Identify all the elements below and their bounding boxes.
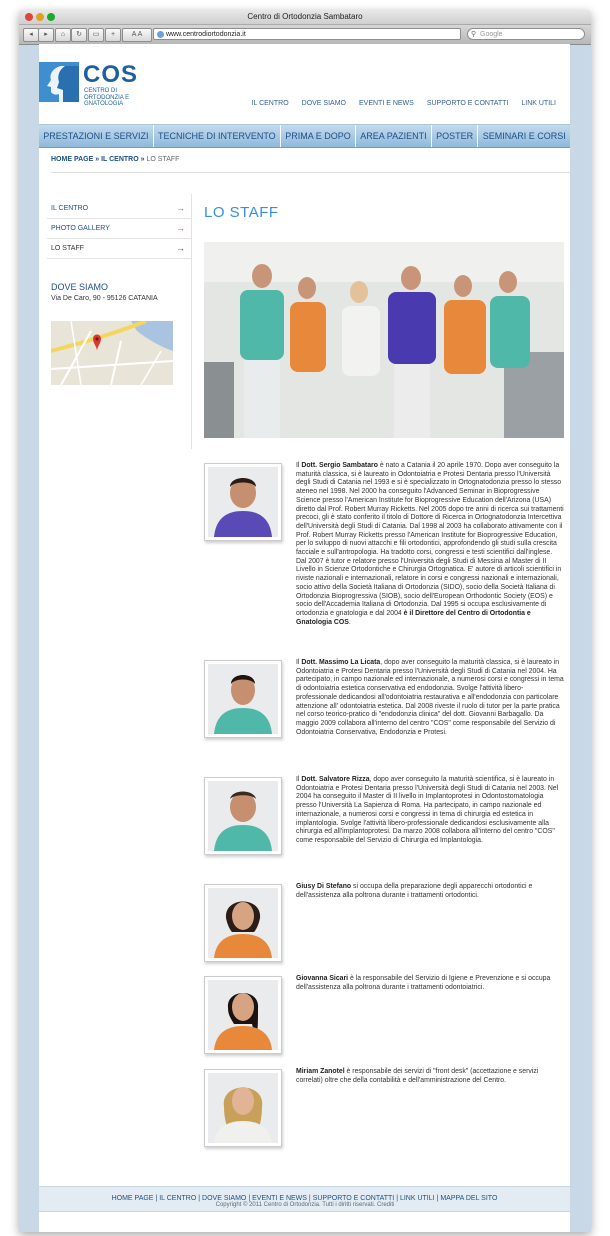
address-bar[interactable]: [153, 28, 461, 40]
sidebar-divider: [191, 194, 192, 449]
footer-link-supporto-contatti[interactable]: SUPPORTO E CONTATTI: [312, 1195, 395, 1202]
dove-siamo-heading: DOVE SIAMO: [51, 282, 109, 292]
close-icon[interactable]: [25, 13, 33, 21]
bookmark-icon[interactable]: ▭: [88, 28, 104, 42]
logo-profile-icon: [39, 62, 79, 102]
sidebar-item-label: PHOTO GALLERY: [51, 225, 110, 232]
web-page: [39, 44, 570, 1232]
minimize-icon[interactable]: [36, 13, 44, 21]
browser-toolbar: [19, 25, 591, 45]
sidebar-item-lo-staff[interactable]: [47, 239, 191, 259]
window-title: Centro di Ortodonzia Sambataro: [247, 12, 363, 21]
staff-name: Giusy Di Stefano: [296, 883, 352, 890]
staff-photo: [204, 1069, 282, 1147]
breadcrumb: [51, 156, 179, 163]
copyright-text: Copyright © 2011 Centro di Ortodonzia. Tutti i diritti riservati. Crediti: [215, 1202, 395, 1208]
staff-photo: [204, 463, 282, 541]
breadcrumb-separator: »: [140, 156, 145, 163]
staff-photo: [204, 884, 282, 962]
topnav-eventi-news[interactable]: EVENTI E NEWS: [358, 100, 414, 107]
breadcrumb-separator: »: [95, 156, 100, 163]
sidebar-menu: [47, 199, 191, 259]
staff-name: Dott. Massimo La Licata: [301, 659, 381, 666]
footer-link-eventi-news[interactable]: EVENTI E NEWS: [252, 1195, 307, 1202]
arrow-right-icon: →: [176, 203, 185, 213]
staff-name: Dott. Salvatore Rizza: [301, 776, 370, 783]
footer-link-home[interactable]: HOME PAGE: [111, 1195, 154, 1202]
sidebar-item-il-centro[interactable]: [47, 199, 191, 219]
arrow-right-icon: →: [176, 223, 185, 233]
sidebar-item-photo-gallery[interactable]: [47, 219, 191, 239]
staff-bio-text: Il Dott. Sergio Sambataro è nato a Catania il 20 aprile 1970. Dopo aver conseguito la maturità classica, si è laureato in Odontoiatria e Protesi Dentaria presso l'Università degli Studi di Catania nel 1993 e si è specializzato in Ortognatodonzia presso lo stesso ateneo nel 1998. Nel 2000 ha conseguito l'Advanced Seminar in Bioprogressive Science presso l'American Institute for Bioprogressive Education dell'Arizona (USA) diretto dal Prof. Robert Murray Ricketts. Nel 2005 dopo tre anni di ricerca sui trattamenti precoci, gli è stato conferito il titolo di Dottore di Ricerca in Ortognatodonzia Intercettiva dell'Università degli Studi di Catania. Dal 1998 al 2003 ha collaborato attivamente con il Prof. Robert Murray Ricketts presso l'American Institute for Bioprogressive Education, per lo sviluppo di nuovi attacchi e fili ortodontici, approfondendo gli studi sulla crescita facciale e sull'antropologia. Ha tradotto corsi, congressi e testi scientifici dall'inglese. Dal 2007 è tutor e relatore presso l'Università degli Studi di Messina al Master di II Livello in Scienze Ortodontiche e Chirurgia Ortognatica. E' autore di articoli scientifici in riviste nazionali e internazionali, relatore in corsi e congressi nazionali e internazionali, socio attivo della Società Italiana di Ortodonzia (SIDO), socio della Società Italiana di Ortodonzia Bioprogressiva (SIOB), socio dell'European Orthodontic Society (EOS) e socio dell'Accademia Italiana di Ortodonzia. Dal 1995 si occupa esclusivamente di ortodonzia e gnatologia e dal 2004 è il Direttore del Centro di Ortodontia e Gnatologia COS.: [296, 462, 564, 626]
footer-separator: |: [198, 1195, 201, 1202]
home-icon[interactable]: ⌂: [55, 28, 71, 42]
staff-photo: [204, 976, 282, 1054]
arrow-right-icon: →: [176, 243, 185, 253]
mainnav-prima-dopo[interactable]: PRIMA E DOPO: [281, 125, 356, 147]
address-bar-value: www.centrodiortodonzia.it: [166, 31, 246, 38]
breadcrumb-il-centro[interactable]: IL CENTRO: [101, 156, 139, 163]
staff-name: Miriam Zanotel: [296, 1068, 345, 1075]
topnav-supporto-contatti[interactable]: SUPPORTO E CONTATTI: [426, 100, 509, 107]
sidebar-item-label: LO STAFF: [51, 245, 84, 252]
logo-subtitle: CENTRO DI ORTODONZIA E GNATOLOGIA: [84, 88, 130, 107]
browser-search-input[interactable]: [467, 28, 585, 40]
team-photo: [204, 242, 564, 438]
footer-separator: |: [436, 1195, 439, 1202]
footer-separator: |: [155, 1195, 158, 1202]
footer-links: [39, 1195, 570, 1202]
staff-photo: [204, 660, 282, 738]
topnav-il-centro[interactable]: IL CENTRO: [251, 100, 289, 107]
top-navigation: [252, 100, 556, 107]
mainnav-area-pazienti[interactable]: AREA PAZIENTI: [356, 125, 432, 147]
title-bar: [19, 10, 591, 25]
window-controls: [25, 13, 55, 21]
main-content: [204, 204, 564, 1084]
text-size-button[interactable]: A A: [122, 28, 152, 42]
footer-link-link-utili[interactable]: LINK UTILI: [399, 1195, 435, 1202]
footer-separator: |: [248, 1195, 251, 1202]
globe-icon: [157, 31, 164, 38]
staff-bio-text: Il Dott. Salvatore Rizza, dopo aver conseguito la maturità scientifica, si è laureato in Odontoiatria e Protesi Dentaria presso l'Università degli Studi di Catania nel 2003. Nel 2004 ha conseguito il Master di II livello in Implantoprotesi in Odontostomatologia presso l'Università La Sapienza di Roma. Ha partecipato, in campo nazionale ed internazionale, a numerosi corsi e congressi in tema di chirurgia ed estetica in implantologia. Svolge l'attività libero-professionale dedicandosi esclusivamente alla chirurgia ed all'implantoprotesi. Da marzo 2008 collabora all'interno del centro "COS" come responsabile del Servizio di Chirurgia ed Implantologia.: [296, 776, 559, 844]
reload-icon[interactable]: ↻: [71, 28, 87, 42]
staff-name: Dott. Sergio Sambataro: [301, 462, 378, 469]
location-map[interactable]: [51, 321, 173, 385]
footer-link-dove-siamo[interactable]: DOVE SIAMO: [202, 1195, 247, 1202]
staff-name: Giovanna Sicari: [296, 975, 349, 982]
footer-separator: |: [396, 1195, 399, 1202]
page-title: LO STAFF: [204, 204, 279, 221]
staff-bio-text: Miriam Zanotel è responsabile dei servizi di "front desk" (accettazione e servizi correlati) oltre che della contabilità e dell'amministrazione del Centro.: [296, 1068, 539, 1084]
main-navigation: [39, 124, 570, 148]
mainnav-tecniche-intervento[interactable]: TECNICHE DI INTERVENTO: [154, 125, 281, 147]
sidebar-item-label: IL CENTRO: [51, 205, 89, 212]
footer-link-mappa-sito[interactable]: MAPPA DEL SITO: [440, 1195, 498, 1202]
maximize-icon[interactable]: [47, 13, 55, 21]
topnav-dove-siamo[interactable]: DOVE SIAMO: [301, 100, 346, 107]
address-text: Via De Caro, 90 - 95126 CATANIA: [51, 295, 158, 302]
forward-button[interactable]: ▸: [38, 28, 54, 42]
topnav-link-utili[interactable]: LINK UTILI: [521, 100, 556, 107]
mainnav-poster[interactable]: POSTER: [432, 125, 479, 147]
search-icon: ⚲: [471, 31, 477, 38]
staff-bio-text: Giusy Di Stefano si occupa della preparazione degli apparecchi ortodontici e dell'assistenza alla poltrona durante i trattamenti ortodontici.: [296, 883, 533, 899]
browser-window: [19, 10, 591, 1232]
mainnav-prestazioni-servizi[interactable]: PRESTAZIONI E SERVIZI: [39, 125, 154, 147]
breadcrumb-current: LO STAFF: [146, 156, 180, 163]
staff-photo: [204, 777, 282, 855]
breadcrumb-divider: [51, 172, 570, 173]
back-button[interactable]: ◂: [23, 28, 39, 42]
add-bookmark-button[interactable]: +: [105, 28, 121, 42]
breadcrumb-home[interactable]: HOME PAGE: [51, 156, 94, 163]
footer-separator: |: [308, 1195, 311, 1202]
search-placeholder: Google: [480, 31, 503, 38]
mainnav-seminari-corsi[interactable]: SEMINARI E CORSI: [482, 131, 566, 141]
logo-text: COS: [83, 61, 139, 88]
staff-bio-text: Giovanna Sicari è la responsabile del Servizio di Igiene e Prevenzione e si occupa dell'assistenza alla poltrona durante i trattamenti odontoiatrici.: [296, 975, 551, 991]
staff-bio-text: Il Dott. Massimo La Licata, dopo aver conseguito la maturità classica, si è laureato in Odontoiatria e Protesi Dentaria presso l'Università degli Studi di Catania nel 2004. Ha partecipato, in campo nazionale ed internazionale, a numerosi corsi e congressi in tema di odontoiatria estetica conservativa ed endodonzia. Svolge l'attività libero-professionale dedicandosi all'odontoiatria restaurativa e all'endodonzia con particolare attenzione all' odontoiatria estetica. Dal 2008 riveste il ruolo di tutor per la parte pratica nel corso teorico-pratico di "endodonzia clinica" del dott. Giovanni Barbagallo. Da maggio 2009 collabora all'interno del centro "COS" come responsabile del Servizio di Odontoiatria Conservativa, Endodonzia e Protesi.: [296, 659, 564, 736]
footer-link-il-centro[interactable]: IL CENTRO: [159, 1195, 197, 1202]
